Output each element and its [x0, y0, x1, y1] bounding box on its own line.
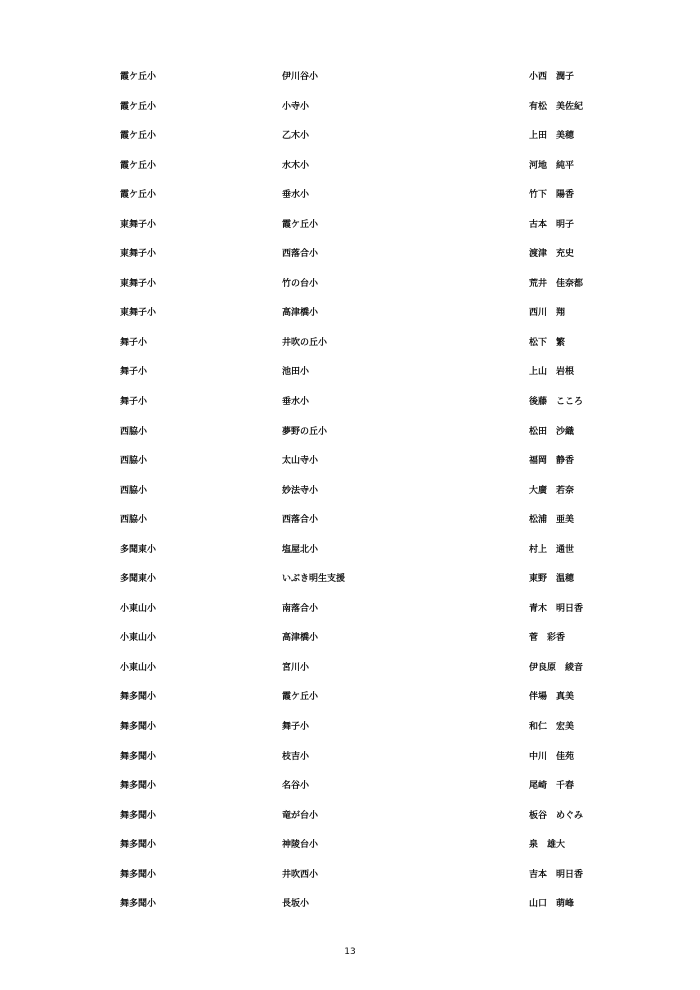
destination-school-cell: 池田小 [282, 367, 310, 378]
table-row [0, 477, 700, 507]
table-row [0, 831, 700, 861]
current-school-cell: 舞多聞小 [120, 869, 157, 880]
person-name-cell: 村上 通世 [529, 544, 575, 555]
table-row [0, 743, 700, 773]
destination-school-cell: 妙法寺小 [282, 485, 319, 496]
destination-school-cell: 西落合小 [282, 249, 319, 260]
person-name-cell: 河地 純平 [529, 160, 575, 171]
person-name-cell: 板谷 めぐみ [529, 810, 584, 821]
current-school-cell: 霞ケ丘小 [120, 101, 157, 112]
destination-school-cell: 名谷小 [282, 781, 310, 792]
current-school-cell: 小東山小 [120, 633, 157, 644]
destination-school-cell: いぶき明生支援 [282, 574, 346, 585]
current-school-cell: 多聞東小 [120, 544, 157, 555]
current-school-cell: 舞多聞小 [120, 899, 157, 910]
page-number: 13 [344, 947, 356, 957]
current-school-cell: 舞多聞小 [120, 840, 157, 851]
destination-school-cell: 垂水小 [282, 397, 310, 408]
current-school-cell: 西脇小 [120, 515, 148, 526]
destination-school-cell: 夢野の丘小 [282, 426, 328, 437]
person-name-cell: 山口 萌峰 [529, 899, 575, 910]
person-name-cell: 菅 彩香 [529, 633, 566, 644]
person-name-cell: 後藤 こころ [529, 397, 584, 408]
person-name-cell: 小西 潤子 [529, 72, 575, 82]
destination-school-cell: 南落合小 [282, 603, 319, 614]
destination-school-cell: 水木小 [282, 160, 310, 171]
destination-school-cell: 乙木小 [282, 131, 310, 142]
person-name-cell: 伴場 真美 [529, 692, 575, 703]
current-school-cell: 舞多聞小 [120, 722, 157, 733]
table-row [0, 93, 700, 123]
destination-school-cell: 竜が台小 [282, 810, 319, 821]
table-row [0, 861, 700, 891]
person-name-cell: 和仁 宏美 [529, 722, 575, 733]
person-name-cell: 松浦 亜美 [529, 515, 575, 526]
destination-school-cell: 塩屋北小 [282, 544, 319, 555]
person-name-cell: 青木 明日香 [529, 603, 584, 614]
person-name-cell: 東野 温穂 [529, 574, 575, 585]
person-name-cell: 竹下 陽香 [529, 190, 575, 201]
destination-school-cell: 霞ケ丘小 [282, 692, 319, 703]
person-name-cell: 荒井 佳奈都 [529, 278, 584, 289]
current-school-cell: 舞子小 [120, 397, 148, 408]
current-school-cell: 舞子小 [120, 367, 148, 378]
personnel-table [0, 63, 700, 920]
current-school-cell: 西脇小 [120, 426, 148, 437]
current-school-cell: 東舞子小 [120, 219, 157, 230]
table-row [0, 654, 700, 684]
person-name-cell: 渡津 充史 [529, 249, 575, 260]
table-row [0, 890, 700, 920]
current-school-cell: 東舞子小 [120, 308, 157, 319]
person-name-cell: 泉 雄大 [529, 840, 566, 851]
destination-school-cell: 長坂小 [282, 899, 310, 910]
current-school-cell: 霞ケ丘小 [120, 72, 157, 82]
table-row [0, 299, 700, 329]
table-row [0, 565, 700, 595]
person-name-cell: 尾崎 千春 [529, 781, 575, 792]
current-school-cell: 霞ケ丘小 [120, 190, 157, 201]
current-school-cell: 西脇小 [120, 485, 148, 496]
table-row [0, 388, 700, 418]
current-school-cell: 霞ケ丘小 [120, 160, 157, 171]
current-school-cell: 舞多聞小 [120, 751, 157, 762]
destination-school-cell: 井吹西小 [282, 869, 319, 880]
destination-school-cell: 枝吉小 [282, 751, 310, 762]
current-school-cell: 小東山小 [120, 662, 157, 673]
person-name-cell: 松下 繁 [529, 337, 566, 348]
current-school-cell: 多聞東小 [120, 574, 157, 585]
table-row [0, 772, 700, 802]
person-name-cell: 伊良原 綾音 [529, 662, 584, 673]
table-row [0, 802, 700, 832]
table-row [0, 624, 700, 654]
table-row [0, 181, 700, 211]
destination-school-cell: 宮川小 [282, 662, 310, 673]
current-school-cell: 舞子小 [120, 337, 148, 348]
destination-school-cell: 伊川谷小 [282, 72, 319, 82]
person-name-cell: 大廣 若奈 [529, 485, 575, 496]
table-row [0, 270, 700, 300]
person-name-cell: 有松 美佐紀 [529, 101, 584, 112]
destination-school-cell: 井吹の丘小 [282, 337, 328, 348]
table-row [0, 329, 700, 359]
current-school-cell: 西脇小 [120, 456, 148, 467]
destination-school-cell: 高津橋小 [282, 308, 319, 319]
destination-school-cell: 垂水小 [282, 190, 310, 201]
table-row [0, 536, 700, 566]
person-name-cell: 古本 明子 [529, 219, 575, 230]
destination-school-cell: 西落合小 [282, 515, 319, 526]
current-school-cell: 小東山小 [120, 603, 157, 614]
person-name-cell: 上山 岩根 [529, 367, 575, 378]
table-row [0, 506, 700, 536]
current-school-cell: 舞多聞小 [120, 810, 157, 821]
current-school-cell: 東舞子小 [120, 278, 157, 289]
destination-school-cell: 霞ケ丘小 [282, 219, 319, 230]
table-row [0, 152, 700, 182]
table-row [0, 63, 700, 93]
person-name-cell: 上田 美穂 [529, 131, 575, 142]
destination-school-cell: 太山寺小 [282, 456, 319, 467]
current-school-cell: 舞多聞小 [120, 692, 157, 703]
destination-school-cell: 小寺小 [282, 101, 310, 112]
table-row [0, 447, 700, 477]
person-name-cell: 吉本 明日香 [529, 869, 584, 880]
destination-school-cell: 舞子小 [282, 722, 310, 733]
table-row [0, 683, 700, 713]
table-row [0, 713, 700, 743]
table-row [0, 240, 700, 270]
person-name-cell: 福岡 静香 [529, 456, 575, 467]
person-name-cell: 中川 佳苑 [529, 751, 575, 762]
person-name-cell: 松田 沙織 [529, 426, 575, 437]
destination-school-cell: 神陵台小 [282, 840, 319, 851]
current-school-cell: 舞多聞小 [120, 781, 157, 792]
destination-school-cell: 高津橋小 [282, 633, 319, 644]
current-school-cell: 東舞子小 [120, 249, 157, 260]
table-row [0, 122, 700, 152]
table-row [0, 211, 700, 241]
table-row [0, 418, 700, 448]
table-row [0, 595, 700, 625]
table-row [0, 358, 700, 388]
current-school-cell: 霞ケ丘小 [120, 131, 157, 142]
destination-school-cell: 竹の台小 [282, 278, 319, 289]
person-name-cell: 西川 翔 [529, 308, 566, 319]
